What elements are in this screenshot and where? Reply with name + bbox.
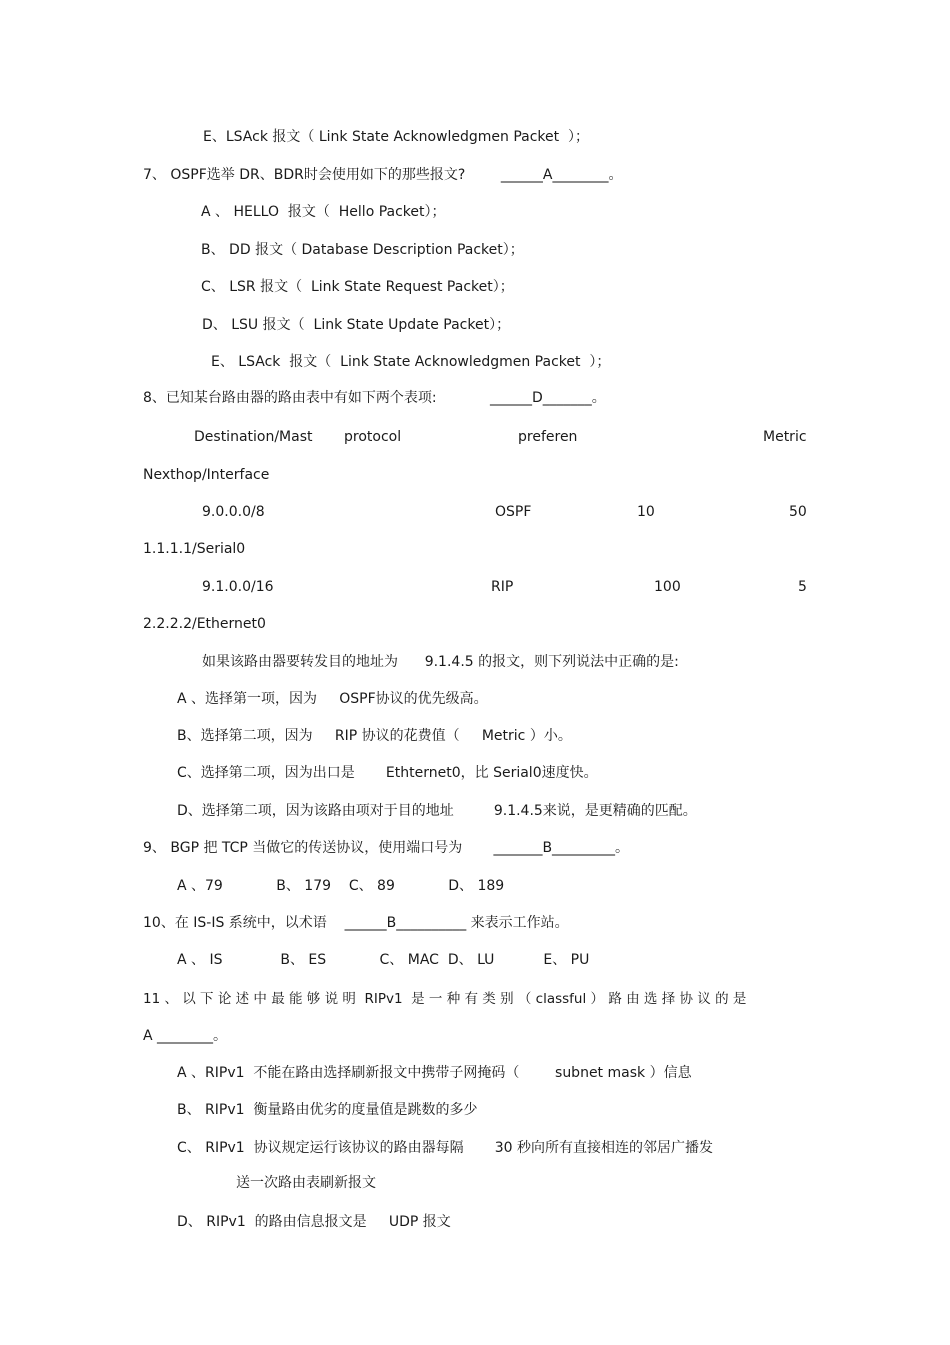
q8-option-d: D、选择第二项，因为该路由项对于目的地址 9.1.4.5来说，是更精确的匹配。 bbox=[177, 803, 697, 819]
q11-option-c: C、 RIPv1 协议规定运行该协议的路由器每隔 30 秒向所有直接相连的邻居广播发 bbox=[177, 1140, 714, 1156]
q8-option-a: A 、选择第一项，因为 OSPF协议的优先级高。 bbox=[177, 691, 488, 707]
table-header-protocol: protocol bbox=[344, 429, 402, 445]
table-header-destination: Destination/Mast bbox=[194, 429, 313, 445]
q11-option-c-continued: 送一次路由表刷新报文 bbox=[236, 1175, 376, 1191]
table-header-preference: preferen bbox=[518, 429, 578, 445]
q8-option-c: C、选择第二项，因为出口是 Ethternet0，比 Serial0速度快。 bbox=[177, 765, 598, 781]
table-header-nexthop: Nexthop/Interface bbox=[143, 467, 270, 483]
table-row-2-metric: 5 bbox=[798, 579, 807, 595]
q8-option-b: B、选择第二项，因为 RIP 协议的花费值（ Metric ）小。 bbox=[177, 728, 572, 744]
q10-question: 10、在 IS-IS 系统中，以术语 ______B__________ 来表示工作站。 bbox=[143, 915, 569, 931]
q8-question: 8、已知某台路由器的路由表中有如下两个表项: ______D_______。 bbox=[143, 390, 606, 406]
table-row-1-destination: 9.0.0.0/8 bbox=[202, 504, 265, 520]
q9-options: A 、79 B、 179 C、 89 D、 189 bbox=[177, 878, 505, 894]
q11-option-a: A 、RIPv1 不能在路由选择刷新报文中携带子网掩码（ subnet mask ）信息 bbox=[177, 1065, 692, 1081]
table-row-1-nexthop: 1.1.1.1/Serial0 bbox=[143, 541, 246, 557]
table-row-2-preference: 100 bbox=[654, 579, 681, 595]
q10-options: A 、 IS B、 ES C、 MAC D、 LU E、 PU bbox=[177, 952, 590, 968]
table-row-2-nexthop: 2.2.2.2/Ethernet0 bbox=[143, 616, 266, 632]
q7-option-b: B、 DD 报文（ Database Description Packet）； bbox=[201, 242, 524, 258]
table-row-1-preference: 10 bbox=[637, 504, 655, 520]
q7-option-c: C、 LSR 报文（ Link State Request Packet）； bbox=[201, 279, 514, 295]
q8-stem: 如果该路由器要转发目的地址为 9.1.4.5 的报文，则下列说法中正确的是: bbox=[202, 654, 679, 670]
q7-option-e: E、 LSAck 报文（ Link State Acknowledgmen Packet ）； bbox=[211, 354, 611, 370]
table-row-1-protocol: OSPF bbox=[495, 504, 532, 520]
q7-option-a: A 、 HELLO 报文（ Hello Packet）； bbox=[201, 204, 446, 220]
q6-option-e: E、LSAck 报文（ Link State Acknowledgmen Packet ）； bbox=[203, 129, 590, 145]
q11-question: 11 、 以 下 论 述 中 最 能 够 说 明 RIPv1 是 一 种 有 类 别 （ classful ） 路 由 选 择 协 议 的 是 bbox=[143, 991, 747, 1007]
q7-question: 7、 OSPF选举 DR、BDR时会使用如下的那些报文? ______A________。 bbox=[143, 167, 623, 183]
table-row-2-destination: 9.1.0.0/16 bbox=[202, 579, 274, 595]
table-row-1-metric: 50 bbox=[789, 504, 807, 520]
q9-question: 9、 BGP 把 TCP 当做它的传送协议，使用端口号为 _______B_________。 bbox=[143, 840, 630, 856]
q11-option-d: D、 RIPv1 的路由信息报文是 UDP 报文 bbox=[177, 1214, 451, 1230]
q7-option-d: D、 LSU 报文（ Link State Update Packet）； bbox=[202, 317, 511, 333]
q11-option-b: B、 RIPv1 衡量路由优劣的度量值是跳数的多少 bbox=[177, 1102, 478, 1118]
table-header-metric: Metric bbox=[763, 429, 807, 445]
q11-answer: A ________。 bbox=[143, 1028, 228, 1044]
table-row-2-protocol: RIP bbox=[491, 579, 514, 595]
